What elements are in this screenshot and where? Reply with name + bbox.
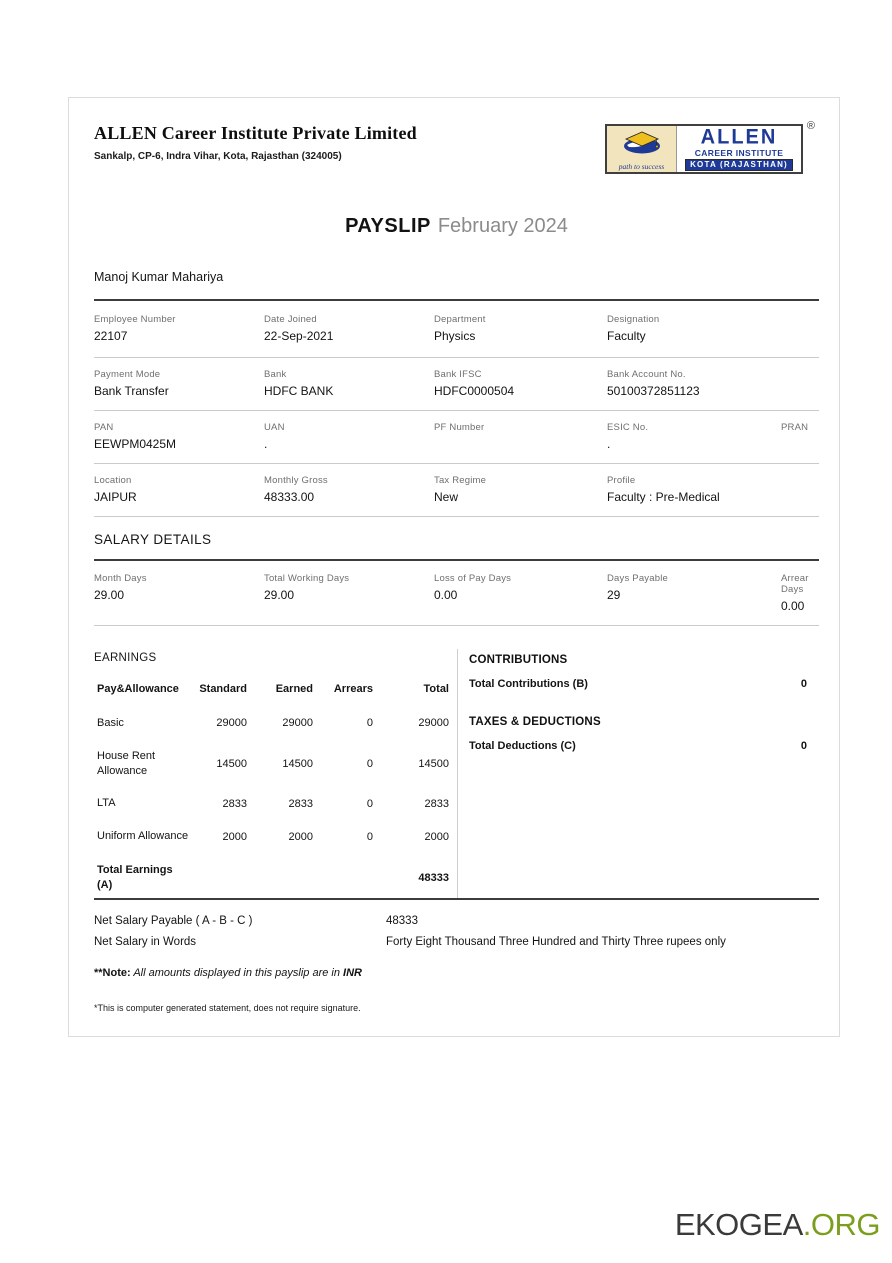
field-department — [434, 314, 607, 357]
field-location — [94, 475, 264, 516]
field-profile — [607, 475, 781, 516]
field-monthly-gross — [264, 475, 434, 516]
field-label: PF Number — [434, 422, 485, 433]
net-salary-payable-label: Net Salary Payable ( A - B - C ) — [94, 915, 253, 927]
field-label: ESIC No. — [607, 422, 649, 433]
col-pay-allowance: Pay&Allowance — [97, 683, 179, 695]
field-label: Loss of Pay Days — [434, 573, 512, 584]
field-label: PAN — [94, 422, 114, 433]
cell-name: Total Earnings (A) — [97, 864, 173, 891]
table-row-total-earnings — [97, 853, 449, 903]
net-salary-payable-value: 48333 — [386, 915, 418, 927]
col-total: Total — [423, 683, 449, 696]
employee-info-grid — [94, 299, 819, 517]
field-esic — [607, 422, 781, 463]
logo-text-panel — [677, 126, 801, 172]
field-value: HDFC0000504 — [434, 384, 515, 398]
col-earned: Earned — [275, 683, 313, 696]
field-label: UAN — [264, 422, 285, 433]
earnings-deductions-area — [94, 649, 819, 898]
field-days-payable — [607, 573, 781, 625]
employee-name: Manoj Kumar Mahariya — [94, 270, 224, 284]
registered-trademark-icon: ® — [806, 120, 815, 132]
field-uan — [264, 422, 434, 463]
net-salary-words-value: Forty Eight Thousand Three Hundred and Thirty Three rupees only — [386, 936, 726, 948]
section-divider — [94, 898, 819, 900]
earnings-column — [94, 652, 457, 903]
field-value: Physics — [434, 329, 476, 343]
field-value: Bank Transfer — [94, 384, 169, 398]
cell-name: Uniform Allowance — [97, 830, 189, 843]
field-value: HDFC BANK — [264, 384, 334, 398]
logo-tagline: path to success — [618, 162, 665, 171]
field-label: Profile — [607, 475, 636, 486]
field-value: 0.00 — [781, 599, 805, 613]
earnings-table — [97, 678, 449, 903]
payslip-card — [68, 97, 840, 1037]
field-label: Department — [434, 314, 486, 325]
field-label: Monthly Gross — [264, 475, 328, 486]
cell-earned: 14500 — [282, 757, 313, 770]
cell-earned: 2833 — [288, 797, 313, 810]
note-prefix: **Note: — [94, 967, 131, 979]
field-label: Payment Mode — [94, 369, 161, 380]
net-salary-payable-row — [94, 915, 819, 927]
field-pan — [94, 422, 264, 463]
field-value: 29.00 — [94, 588, 125, 602]
field-label: Bank IFSC — [434, 369, 482, 380]
field-value: . — [264, 437, 268, 451]
cell-arrears: 0 — [366, 757, 373, 770]
field-bank-account — [607, 369, 781, 410]
watermark-tld: .ORG — [802, 1207, 880, 1242]
logo-emblem-panel — [607, 126, 677, 172]
info-row — [94, 464, 819, 517]
field-pf-number — [434, 422, 607, 463]
company-header — [94, 123, 417, 162]
total-deductions-row — [469, 740, 807, 752]
total-deductions-value: 0 — [800, 740, 807, 752]
cell-standard: 14500 — [216, 757, 247, 770]
field-value: Faculty : Pre-Medical — [607, 490, 720, 504]
field-value: Faculty — [607, 329, 646, 343]
cell-earned: 2000 — [288, 830, 313, 843]
earnings-heading: EARNINGS — [94, 652, 157, 664]
field-value: EEWPM0425M — [94, 437, 177, 451]
net-salary-words-row — [94, 936, 819, 948]
logo-brand-text: ALLEN — [700, 125, 778, 149]
cell-name: Basic — [97, 716, 124, 729]
logo-subtitle: CAREER INSTITUTE — [694, 148, 784, 158]
table-row-basic — [97, 707, 449, 740]
payslip-title — [94, 215, 819, 238]
net-salary-words-label: Net Salary in Words — [94, 936, 197, 948]
cell-arrears: 0 — [366, 830, 373, 843]
field-value: 22-Sep-2021 — [264, 329, 334, 343]
cell-total: 48333 — [418, 871, 449, 884]
cell-name: LTA — [97, 797, 116, 810]
total-contributions-row — [469, 678, 807, 690]
note-body: All amounts displayed in this payslip are in — [130, 967, 344, 979]
watermark-name: EKOGEA — [674, 1207, 803, 1242]
field-arrear-days — [781, 573, 819, 625]
payslip-period: February 2024 — [437, 215, 568, 237]
field-bank — [264, 369, 434, 410]
field-value: 29.00 — [264, 588, 295, 602]
total-contributions-label: Total Contributions (B) — [469, 678, 588, 690]
table-row-hra — [97, 740, 449, 788]
graduation-cap-icon — [617, 129, 667, 161]
total-contributions-value: 0 — [800, 678, 807, 690]
field-label: Location — [94, 475, 132, 486]
payslip-title-label: PAYSLIP — [345, 215, 431, 237]
col-standard: Standard — [199, 683, 247, 696]
total-deductions-label: Total Deductions (C) — [469, 740, 576, 752]
field-bank-ifsc — [434, 369, 607, 410]
info-row — [94, 411, 819, 464]
note-currency: INR — [343, 967, 362, 979]
field-tax-regime — [434, 475, 607, 516]
field-payment-mode — [94, 369, 264, 410]
field-value: 48333.00 — [264, 490, 315, 504]
field-total-working-days — [264, 573, 434, 625]
cell-arrears: 0 — [366, 797, 373, 810]
table-row-lta — [97, 787, 449, 820]
field-pran — [781, 422, 819, 463]
field-label: Arrear Days — [781, 573, 809, 595]
field-label: PRAN — [781, 422, 809, 433]
logo-location: KOTA (RAJASTHAN) — [685, 159, 793, 171]
cell-name: House Rent Allowance — [97, 749, 156, 777]
cell-total: 29000 — [418, 717, 449, 730]
disclaimer-text: *This is computer generated statement, does not require signature. — [94, 1003, 361, 1013]
table-row-uniform — [97, 820, 449, 853]
info-row — [94, 301, 819, 358]
cell-standard: 2833 — [222, 797, 247, 810]
field-value: New — [434, 490, 459, 504]
field-label: Date Joined — [264, 314, 317, 325]
cell-standard: 2000 — [222, 830, 247, 843]
salary-details-grid — [94, 559, 819, 626]
company-name: ALLEN Career Institute Private Limited — [94, 123, 417, 143]
cell-total: 14500 — [418, 757, 449, 770]
deductions-heading: TAXES & DEDUCTIONS — [469, 716, 601, 728]
allen-logo — [605, 124, 803, 174]
col-arrears: Arrears — [333, 683, 373, 696]
field-label: Month Days — [94, 573, 147, 584]
company-address: Sankalp, CP-6, Indra Vihar, Kota, Rajasthan (324005) — [94, 151, 342, 162]
field-employee-number — [94, 314, 264, 357]
field-label: Total Working Days — [264, 573, 350, 584]
field-label: Employee Number — [94, 314, 176, 325]
contributions-heading: CONTRIBUTIONS — [469, 654, 568, 666]
earnings-header-row — [97, 678, 449, 707]
info-row — [94, 358, 819, 411]
cell-standard: 29000 — [216, 717, 247, 730]
contributions-column — [469, 654, 807, 752]
cell-total: 2833 — [424, 797, 449, 810]
field-label: Tax Regime — [434, 475, 487, 486]
field-label: Designation — [607, 314, 660, 325]
field-value: 0.00 — [434, 588, 458, 602]
field-value: JAIPUR — [94, 490, 137, 504]
field-label: Bank — [264, 369, 287, 380]
field-month-days — [94, 573, 264, 625]
salary-details-heading: SALARY DETAILS — [94, 532, 212, 547]
field-value: . — [607, 437, 611, 451]
cell-total: 2000 — [424, 830, 449, 843]
field-loss-of-pay-days — [434, 573, 607, 625]
field-date-joined — [264, 314, 434, 357]
field-value: 50100372851123 — [607, 384, 700, 398]
field-value: 29 — [607, 588, 621, 602]
field-label: Bank Account No. — [607, 369, 686, 380]
field-label: Days Payable — [607, 573, 669, 584]
column-divider — [457, 649, 458, 898]
field-value: 22107 — [94, 329, 128, 343]
field-designation — [607, 314, 781, 357]
ekogea-watermark — [675, 1207, 880, 1243]
cell-arrears: 0 — [366, 717, 373, 730]
note-row — [94, 967, 362, 979]
cell-earned: 29000 — [282, 717, 313, 730]
